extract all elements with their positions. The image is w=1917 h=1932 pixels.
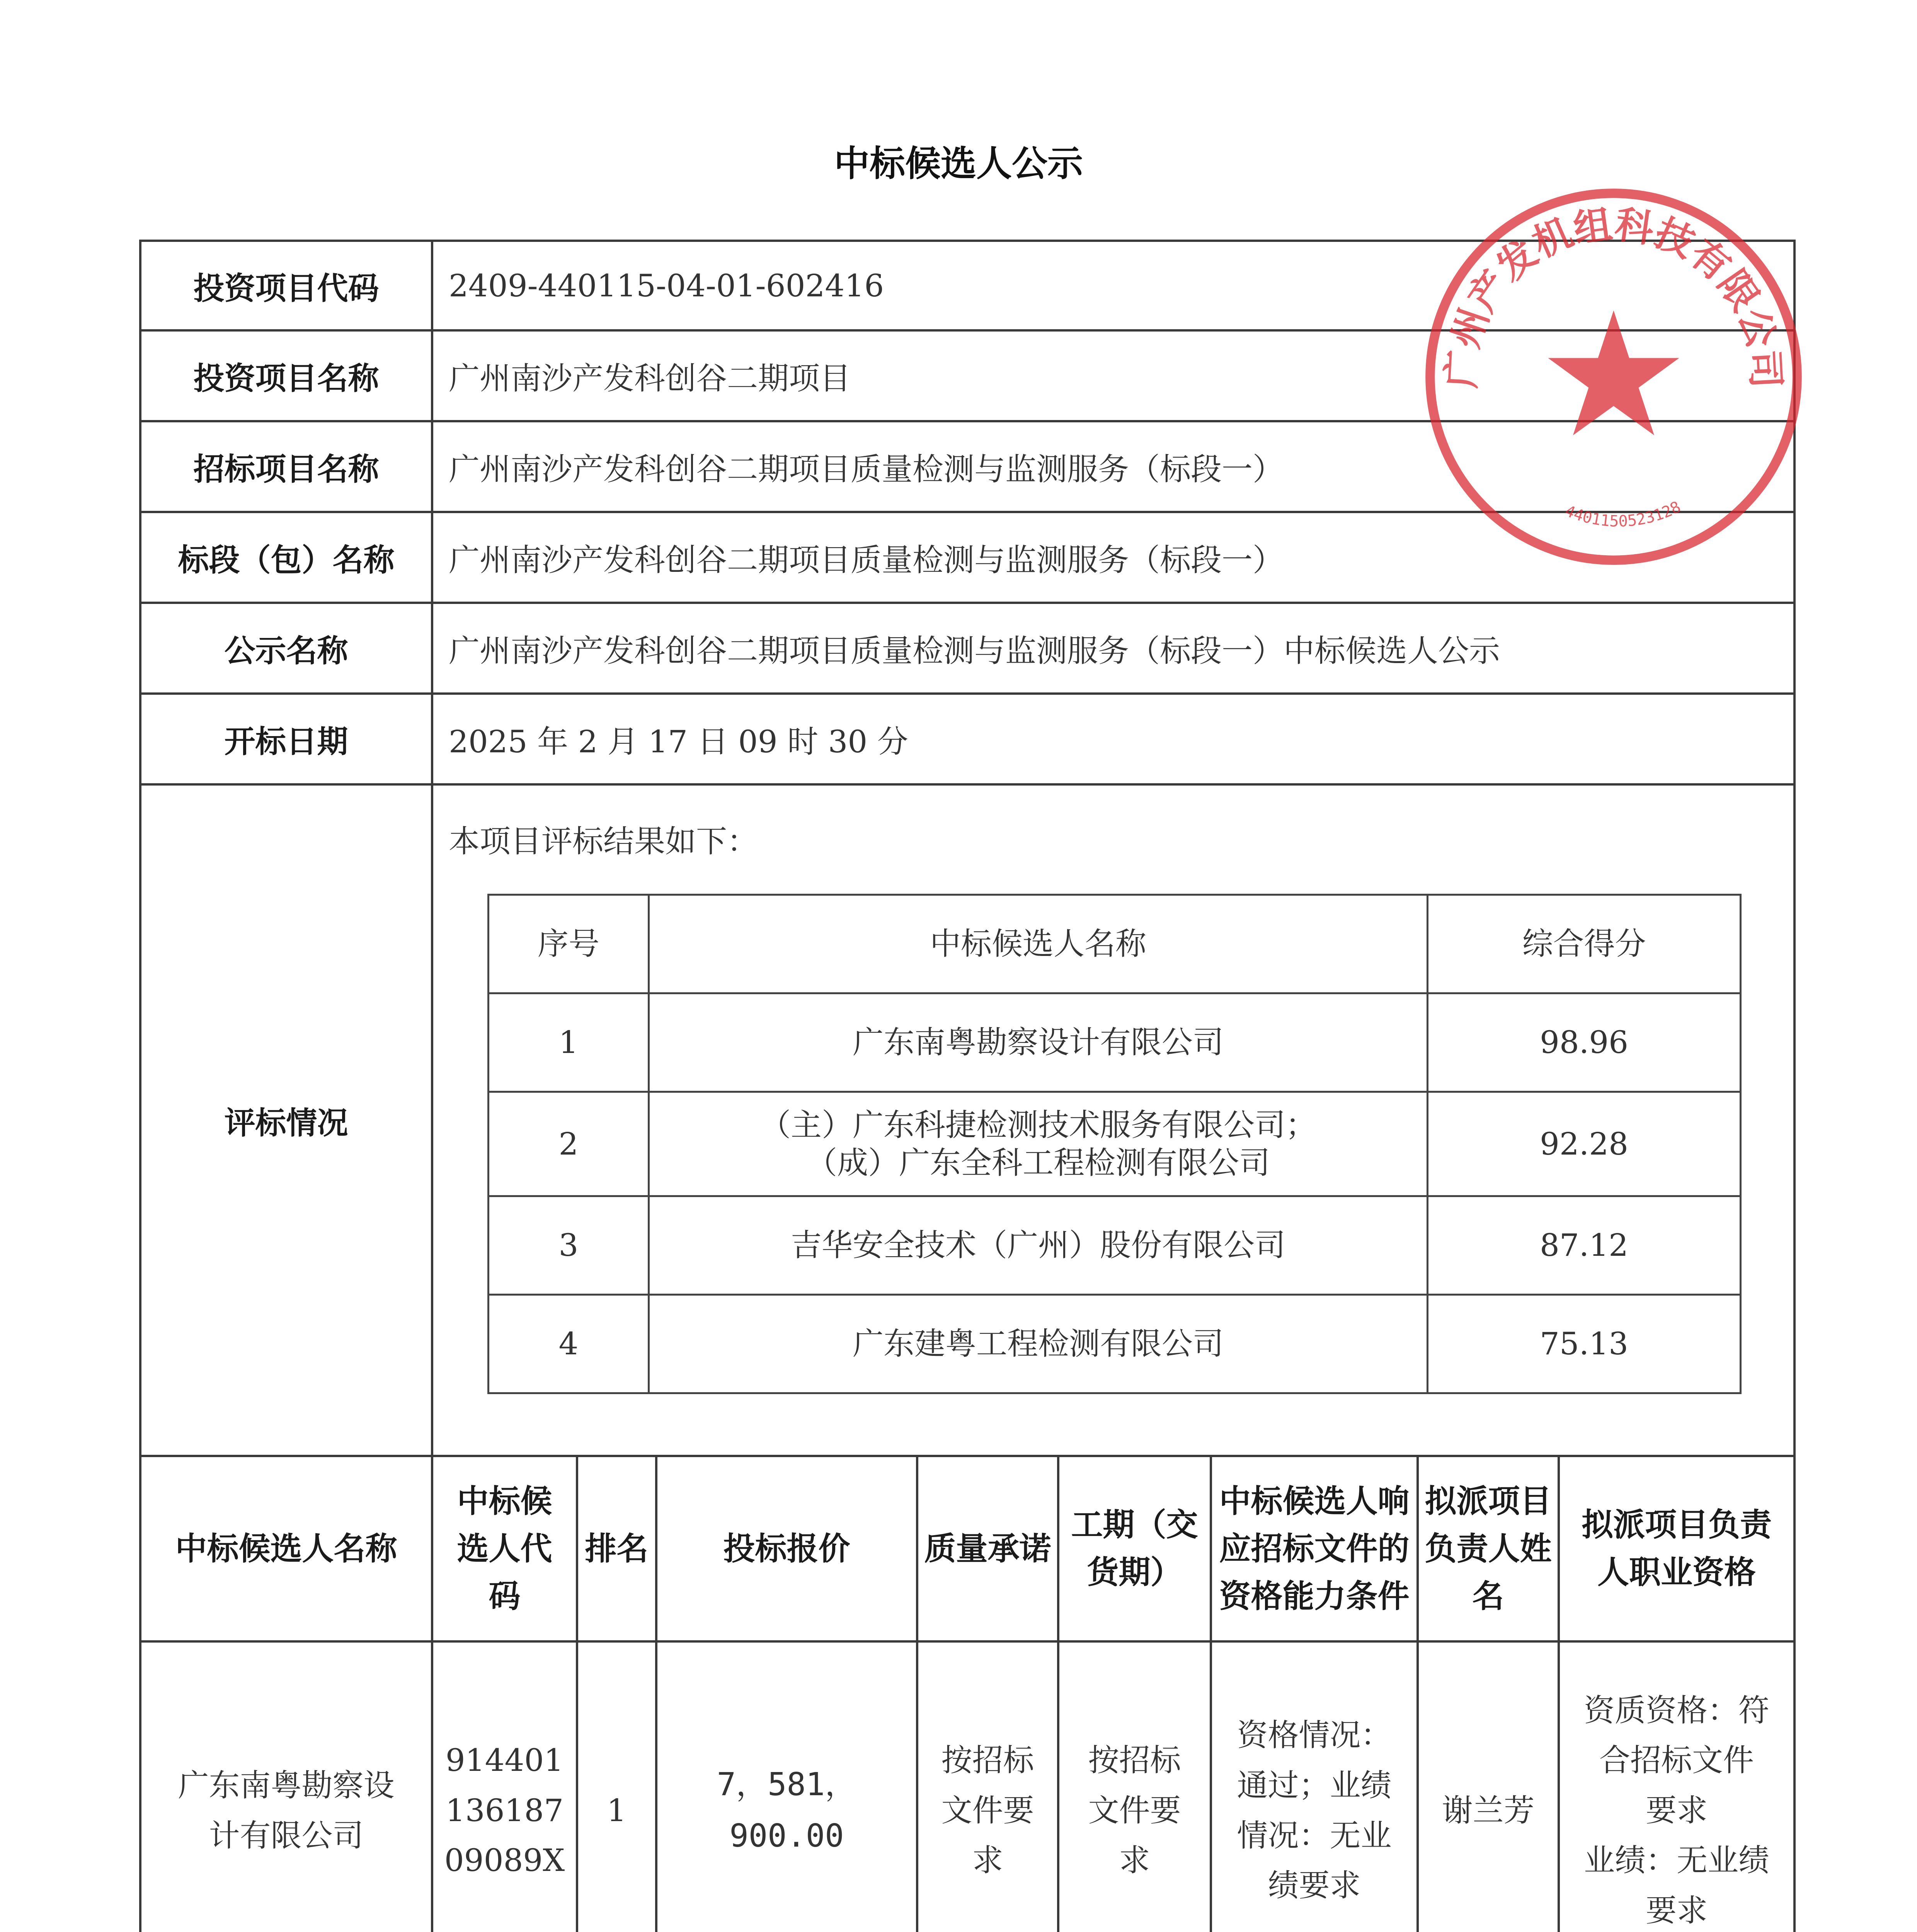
score-row-score: 87.12: [1428, 1196, 1741, 1295]
score-row-name-line: （主）广东科捷检测技术服务有限公司；: [760, 1107, 1316, 1143]
score-header-score: 综合得分: [1428, 895, 1741, 993]
evaluation-content: [432, 784, 1794, 1456]
open-date-value: 2025 年 2 月 17 日 09 时 30 分: [432, 694, 1794, 784]
header-line: 应招标文件的: [1219, 1530, 1410, 1567]
text-line: 计有限公司: [209, 1817, 364, 1854]
score-row-name: 广东建粤工程检测有限公司: [649, 1295, 1428, 1393]
candidate-row: [140, 1641, 1794, 1932]
score-row-name: 广东南粤勘察设计有限公司: [649, 993, 1428, 1092]
header-response: [1211, 1456, 1418, 1641]
header-line: 码: [489, 1578, 521, 1615]
header-period: [1058, 1456, 1211, 1641]
notice-name-value: 广州南沙产发科创谷二期项目质量检测与监测服务（标段一）中标候选人公示: [432, 603, 1794, 694]
seal-number: 4401150523128: [1562, 497, 1684, 531]
page-title: 中标候选人公示: [834, 143, 1083, 184]
candidate-bid-price: 7，581，900.00: [656, 1641, 917, 1932]
candidate-header-row: [140, 1456, 1794, 1641]
text-line: 业绩：无业绩: [1584, 1842, 1770, 1879]
text-line: 136187: [445, 1792, 564, 1828]
header-qualification: [1559, 1456, 1794, 1641]
info-row-notice-name: [140, 603, 1794, 694]
evaluation-intro: 本项目评标结果如下：: [449, 823, 758, 859]
score-row-score: 75.13: [1428, 1295, 1741, 1393]
section-name-label: 标段（包）名称: [140, 512, 432, 603]
score-table: [487, 894, 1742, 1394]
seal-text: 广州产发机组科技有限公司: [1439, 202, 1789, 389]
tender-name-label: 招标项目名称: [140, 421, 432, 512]
notice-name-label: 公示名称: [140, 603, 432, 694]
header-line: 拟派项目: [1425, 1483, 1552, 1520]
header-line: 中标候: [457, 1483, 552, 1520]
candidate-quality: [917, 1641, 1058, 1932]
evaluation-label: 评标情况: [140, 784, 432, 1456]
score-row-no: 4: [489, 1295, 649, 1393]
header-bid-price: 投标报价: [656, 1456, 917, 1641]
score-row: [489, 993, 1741, 1092]
header-line: 人职业资格: [1597, 1554, 1756, 1591]
text-line: 合招标文件: [1599, 1742, 1754, 1779]
candidate-manager: 谢兰芳: [1418, 1641, 1559, 1932]
text-line: 按招标: [941, 1742, 1034, 1779]
score-row: [489, 1092, 1741, 1196]
candidate-period: [1058, 1641, 1211, 1932]
text-line: 广东南粤勘察设: [178, 1767, 395, 1803]
company-seal-stamp: [1418, 182, 1809, 572]
header-line: 名: [1472, 1578, 1504, 1615]
header-manager: [1418, 1456, 1559, 1641]
score-row-name-line: （成）广东全科工程检测有限公司: [806, 1145, 1270, 1181]
header-quality: 质量承诺: [917, 1456, 1058, 1641]
score-row-no: 1: [489, 993, 649, 1092]
score-row-score: 98.96: [1428, 993, 1741, 1092]
candidate-qualification: [1559, 1641, 1794, 1932]
candidate-response: [1211, 1641, 1418, 1932]
score-header-name: 中标候选人名称: [649, 895, 1428, 993]
tender-name-value: 广州南沙产发科创谷二期项目质量检测与监测服务（标段一）: [432, 421, 1794, 512]
score-row: [489, 1295, 1741, 1393]
text-line: 914401: [445, 1742, 564, 1779]
text-line: 文件要: [1088, 1792, 1181, 1828]
score-header-no: 序号: [489, 895, 649, 993]
header-candidate-code: [432, 1456, 577, 1641]
text-line: 求: [972, 1842, 1003, 1879]
text-line: 按招标: [1088, 1742, 1181, 1779]
text-line: 求: [1119, 1842, 1150, 1879]
text-line: 要求: [1646, 1792, 1708, 1828]
score-row: [489, 1196, 1741, 1295]
header-line: 拟派项目负责: [1582, 1507, 1772, 1543]
header-line: 资格能力条件: [1219, 1578, 1410, 1615]
score-row-name: [649, 1092, 1428, 1196]
score-header-row: [489, 895, 1741, 993]
header-line: 选人代: [457, 1530, 552, 1567]
header-line: 货期）: [1087, 1554, 1182, 1591]
info-row-open-date: [140, 694, 1794, 784]
text-line: 情况：无业: [1237, 1817, 1392, 1854]
project-name-value: 广州南沙产发科创谷二期项目: [432, 330, 1794, 421]
text-line: 资质资格：符: [1584, 1692, 1770, 1728]
text-line: 09089X: [444, 1842, 565, 1879]
candidate-code: [432, 1641, 577, 1932]
text-line: 绩要求: [1268, 1867, 1361, 1904]
open-date-label: 开标日期: [140, 694, 432, 784]
score-row-no: 2: [489, 1092, 649, 1196]
candidate-rank: 1: [577, 1641, 656, 1932]
header-line: 工期（交: [1071, 1507, 1198, 1543]
header-candidate-name: 中标候选人名称: [140, 1456, 432, 1641]
section-name-value: 广州南沙产发科创谷二期项目质量检测与监测服务（标段一）: [432, 512, 1794, 603]
project-code-value: 2409-440115-04-01-602416: [432, 241, 1794, 330]
text-line: 要求: [1646, 1892, 1708, 1929]
header-line: 负责人姓: [1425, 1530, 1552, 1567]
text-line: 资格情况：: [1237, 1717, 1392, 1753]
header-line: 中标候选人响: [1219, 1483, 1410, 1520]
header-rank: 排名: [577, 1456, 656, 1641]
project-name-label: 投资项目名称: [140, 330, 432, 421]
score-row-score: 92.28: [1428, 1092, 1741, 1196]
text-line: 通过；业绩: [1237, 1767, 1392, 1803]
evaluation-row: [140, 784, 1794, 1456]
score-row-name: 吉华安全技术（广州）股份有限公司: [649, 1196, 1428, 1295]
score-row-no: 3: [489, 1196, 649, 1295]
candidate-name: [140, 1641, 432, 1932]
text-line: 文件要: [941, 1792, 1034, 1828]
seal-star-icon: [1548, 310, 1679, 435]
project-code-label: 投资项目代码: [140, 241, 432, 330]
